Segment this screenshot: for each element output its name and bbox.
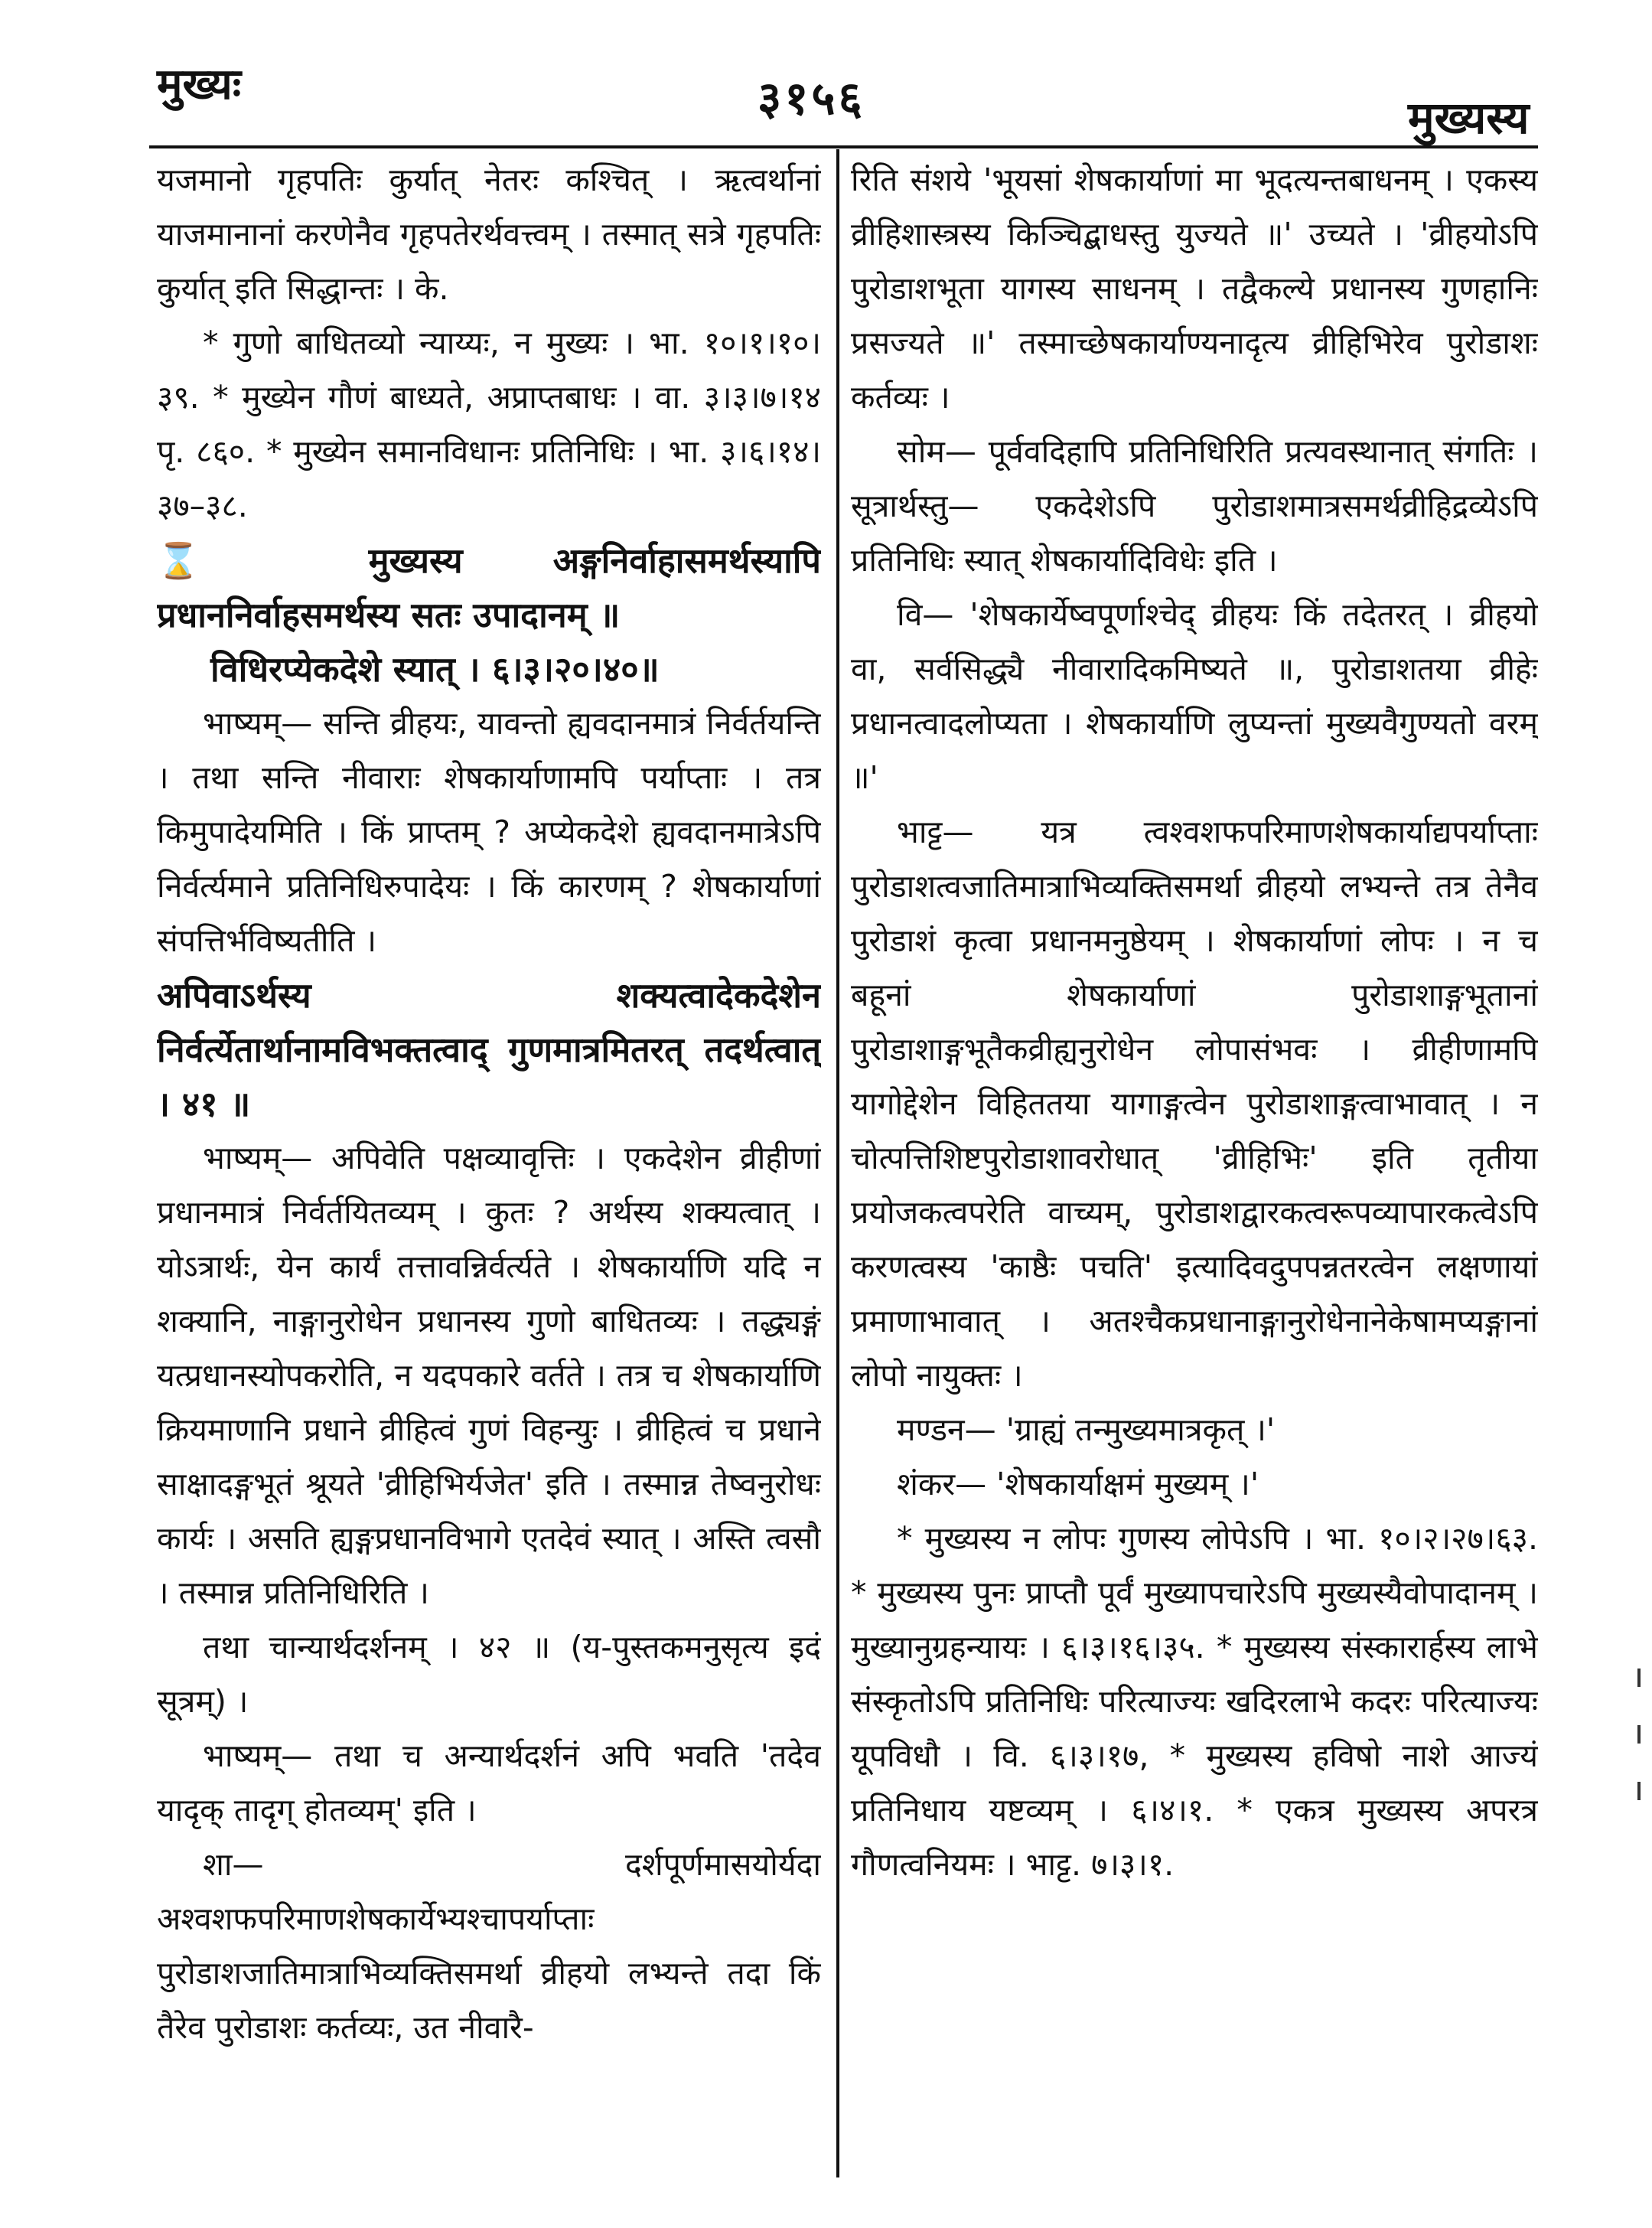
commentary-paragraph: वि— 'शेषकार्येष्वपूर्णाश्चेद् व्रीहयः किं तदेतरत् । व्रीहयो वा, सर्वसिद्ध्यै नीवारादिकमिष्यते ॥, पुरोडाशतया व्रीहेः प्रधानत्वादलोप्यता । शेषकार्याणि लुप्यन्तां मुख्यवैगुण्यतो वरम् ॥': [851, 596, 1538, 796]
paragraph: रिति संशये 'भूयसां शेषकार्याणां मा भूदत्यन्तबाधनम् । एकस्य व्रीहिशास्त्रस्य किञ्चिद्बाधस्तु युज्यते ॥' उच्यते । 'व्रीहयोऽपि पुरोडाशभूता यागस्य साधनम् । तद्वैकल्ये प्रधानस्य गुणहानिः प्रसज्यते ॥' तस्माच्छेषकार्याण्यनादृत्य व्रीहिभिरेव पुरोडाशः कर्तव्यः ।: [851, 161, 1538, 416]
margin-mark: [1637, 1782, 1641, 1800]
header-rule: [149, 145, 1538, 148]
margin-mark: [1637, 1725, 1641, 1744]
left-column: [157, 153, 821, 2174]
bhashya-paragraph: भाष्यम्— तथा च अन्यार्थदर्शनं अपि भवति 'तदेव यादृक् तादृग् होतव्यम्' इति ।: [157, 1737, 821, 1828]
commentary-paragraph: शा— दर्शपूर्णमासयोर्यदा अश्वशफपरिमाणशेषकार्येभ्यश्चापर्याप्ताः पुरोडाशजातिमात्राभिव्यक्तिसमर्था व्रीहयो लभ्यन्ते तदा किं तैरेव पुरोडाशः कर्तव्यः, उत नीवारै-: [157, 1846, 821, 2046]
right-column: [851, 153, 1538, 2174]
sutra: तथा चान्यार्थदर्शनम् । ४२ ॥ (य-पुस्तकमनुसृत्य इदं सूत्रम्) ।: [157, 1629, 821, 1720]
commentary-paragraph: भाट्ट— यत्र त्वश्वशफपरिमाणशेषकार्याद्यपर्याप्ताः पुरोडाशत्वजातिमात्राभिव्यक्तिसमर्था व्रीहयो लभ्यन्ते तत्र तेनैव पुरोडाशं कृत्वा प्रधानमनुष्ठेयम् । शेषकार्याणां लोपः । न च बहूनां शेषकार्याणां पुरोडाशाङ्गभूतानां पुरोडाशाङ्गभूतैकव्रीह्यनुरोधेन लोपासंभवः । व्रीहीणामपि यागोद्देशेन विहिततया यागाङ्गत्वेन पुरोडाशाङ्गत्वाभावात् । न चोत्पत्तिशिष्टपुरोडाशावरोधात् 'व्रीहिभिः' इति तृतीया प्रयोजकत्वपरेति वाच्यम्, पुरोडाशद्वारकत्वरूपव्यापारकत्वेऽपि करणत्वस्य 'काष्ठैः पचति' इत्यादिवदुपपन्नतरत्वेन लक्षणायां प्रमाणाभावात् । अतश्चैकप्रधानाङ्गानुरोधेनानेकेषामप्यङ्गानां लोपो नायुक्तः ।: [851, 814, 1538, 1394]
margin-marks: [1637, 1669, 1644, 1868]
paragraph: यजमानो गृहपतिः कुर्यात् नेतरः कश्चित् । ऋत्वर्थानां याजमानानां करणेनैव गृहपतेरर्थवत्त्वम् । तस्मात् सत्रे गृहपतिः कुर्यात् इति सिद्धान्तः । के.: [157, 161, 821, 307]
bhashya-paragraph: भाष्यम्— सन्ति व्रीहयः, यावन्तो ह्यवदानमात्रं निर्वर्तयन्ति । तथा सन्ति नीवाराः शेषकार्याणामपि पर्याप्ताः । तत्र किमुपादेयमिति । किं प्राप्तम् ? अप्येकदेशे ह्यवदानमात्रेऽपि निर्वर्त्यमाने प्रतिनिधिरुपादेयः । किं कारणम् ? शेषकार्याणां संपत्तिर्भविष्यतीति ।: [157, 705, 821, 959]
section-heading: ⌛ मुख्यस्य अङ्गनिर्वाहासमर्थस्यापि प्रधाननिर्वाहसमर्थस्य सतः उपादानम् ॥: [157, 540, 821, 635]
column-divider: [836, 149, 839, 2177]
margin-mark: [1637, 1669, 1641, 1687]
cross-reference: * गुणो बाधितव्यो न्याय्यः, न मुख्यः । भा. १०।१।१०।३९. * मुख्येन गौणं बाध्यते, अप्राप्तबाधः । वा. ३।३।७।१४ पृ. ८६०. * मुख्येन समानविधानः प्रतिनिधिः । भा. ३।६।१४।३७–३८.: [157, 325, 821, 524]
commentary-paragraph: सोम— पूर्ववदिहापि प्रतिनिधिरिति प्रत्यवस्थानात् संगतिः । सूत्रार्थस्तु— एकदेशेऽपि पुरोडाशमात्रसमर्थव्रीहिद्रव्येऽपि प्रतिनिधिः स्यात् शेषकार्यादिविधेः इति ।: [851, 433, 1538, 579]
running-head-left: मुख्यः: [157, 60, 242, 109]
sutra: विधिरप्येकदेशे स्यात् । ६।३।२०।४०॥: [210, 649, 660, 690]
running-head-right: मुख्यस्य: [1408, 92, 1530, 144]
page-header: [0, 0, 1652, 145]
bhashya-paragraph: भाष्यम्— अपिवेति पक्षव्यावृत्तिः । एकदेशेन व्रीहीणां प्रधानमात्रं निर्वर्तयितव्यम् । कुतः ? अर्थस्य शक्यत्वात् । योऽत्रार्थः, येन कार्यं तत्तावन्निर्वर्त्यते । शेषकार्याणि यदि न शक्यानि, नाङ्गानुरोधेन प्रधानस्य गुणो बाधितव्यः । तद्ध्यङ्गं यत्प्रधानस्योपकरोति, न यदपकारे वर्तते । तत्र च शेषकार्याणि क्रियमाणानि प्रधाने व्रीहित्वं गुणं विहन्युः । व्रीहित्वं च प्रधाने साक्षादङ्गभूतं श्रूयते 'व्रीहिभिर्यजेत' इति । तस्मान्न तेष्वनुरोधः कार्यः । असति ह्यङ्गप्रधानविभागे एतदेवं स्यात् । अस्ति त्वसौ । तस्मान्न प्रतिनिधिरिति ।: [157, 1140, 821, 1611]
cross-reference: * मुख्यस्य न लोपः गुणस्य लोपेऽपि । भा. १०।२।२७।६३. * मुख्यस्य पुनः प्राप्तौ पूर्वं मुख्यापचारेऽपि मुख्यस्यैवोपादानम् । मुख्यानुग्रहन्यायः । ६।३।१६।३५. * मुख्यस्य संस्कारार्हस्य लाभे संस्कृतोऽपि प्रतिनिधिः परित्याज्यः खदिरलाभे कदरः परित्याज्यः यूपविधौ । वि. ६।३।१७, * मुख्यस्य हविषो नाशे आज्यं प्रतिनिधाय यष्टव्यम् । ६।४।१. * एकत्र मुख्यस्य अपरत्र गौणत्वनियमः । भाट्ट. ७।३।१.: [851, 1520, 1538, 1883]
quotation: मण्डन— 'ग्राह्यं तन्मुख्यमात्रकृत् ।': [897, 1411, 1276, 1448]
quotation: शंकर— 'शेषकार्याक्षमं मुख्यम् ।': [897, 1466, 1259, 1502]
sutra: अपिवाऽर्थस्य शक्यत्वादेकदेशेन निर्वर्त्येतार्थानामविभक्तत्वाद् गुणमात्रमितरत् तदर्थत्वात् । ४१ ॥: [157, 975, 821, 1124]
page-number: ३१५६: [758, 72, 865, 126]
